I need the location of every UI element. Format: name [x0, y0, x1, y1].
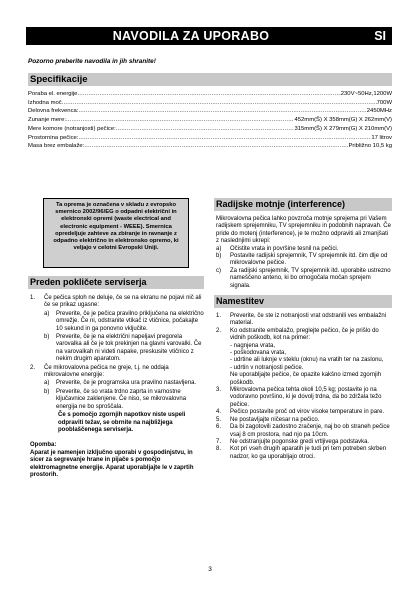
install-section-body: 1. Preverite, če ste iz notranjosti vrat odstranili ves embalažni material. 2. Ko odstranite embalažo, preglejte pečico, če je prišlo do vidnih poškodb, kot na primer: - nagnjena vrata, - poškodovana vrata, - udrtine ali luknje v steklu (oknu) na vratih ter na zaslonu, - udrtin v notranjosti pečice. Ne uporabljajte pečice, če opazite kakšno izmed zgornjih poškodb. 3. Mikrovalovna pečica tehta okoli 10,5 kg; postavite jo na vodoravno površino, ki je dovolj trdna, da bo zdržala težo pečice. 4. Pečico postavite proč od virov visoke temperature in pare. 5. Ne postavljajte ničesar na pečico. 6. Da bi zagotovili zadostno zračenje, naj bo ob straneh pečice vsaj 8 cm prostora, nad njo pa 10cm. 7. Ne odstranjujte pogonske gredi vrtljivega podstavka. 8. Kot pri vseh drugih aparatih je tudi pri tem potreben skrben nadzor, ko ga uporabljajo otroci.	[216, 313, 390, 460]
language-code: SI	[374, 29, 386, 43]
page-title: NAVODILA ZA UPORABO	[112, 29, 270, 43]
spec-row: Delovna frekvenca: ..... 2450MHz	[28, 107, 392, 116]
radio-heading: Radijske motnje (interference)	[214, 198, 392, 211]
service-section-body: 1. Če pečica sploh ne deluje, če se na ekranu ne pojavi nič ali če se prikaz ugasne: a) Preverite, če je pečica pravilno priključena na električno omrežje. Če ni, odstranite vtikač iz vtičnice, počakajte 10 sekund in ga ponovno vključite. b) Preverite, če je na električni napeljavi pregorela varovalka ali če je tok prekinjen na glavni varovalki. Če na varovalkah ni videti napake, preskusite vtičnico z nekim drugim aparatom. 2. Če mikrovalovna pečica ne greje, t.j. ne oddaja mikrovalovne energije: a) Preverite, če je programska ura pravilno nastavljena. b) Preverite, če so vrata trdno zaprta in varnostne ključavnice zaklenjene. Če niso, se mikrovalovna energija ne bo sproščala. Če s pomočjo zgornjih napotkov niste uspeli odpraviti težav, se obrnite na najbližjega pooblaščenega serviserja. Opomba: Aparat je namenjen izključno uporabi v gospodinjstvu, in sicer za segrevanje hrane in pijače s pomočjo elektromagnetne energije. Aparat uporabljajte le v zaprtih prostorih.	[30, 295, 204, 478]
specs-heading: Specifikacije	[28, 73, 392, 86]
specs-list	[28, 90, 392, 151]
spec-row: Prostornina pečice: ..... 17 litrov	[28, 134, 392, 143]
page-number: 3	[208, 566, 212, 573]
spec-row: Poraba el. energije ..... 230V~50Hz,1200W	[28, 90, 392, 99]
spec-row: Izhodna moč ..... 700W	[28, 99, 392, 108]
spec-row: Mere komore (notranjosti) pečice: ..... 315mm(Š) X 279mm(G) X 210mm(V)	[28, 125, 392, 134]
weee-notice-box: Ta oprema je označena v skladu z evropsko smernico 2002/96/EG o odpadni električni in elektronski opremi (waste electrical and electronic equipment - WEEE). Smernica opredeljuje zahteve za zbiranje in ravnanje z odpadno električno in elektronsko opremo, ki veljajo v celotni Evropski Uniji.	[43, 198, 189, 268]
spec-row: Zunanje mere: ..... 452mm(Š) X 358mm(G) X 262mm(V)	[28, 116, 392, 125]
install-heading: Namestitev	[214, 295, 392, 308]
spec-row: Masa brez embalaže: ..... Približno 10,5 kg	[28, 142, 392, 151]
radio-section-body: Mikrovalovna pečica lahko povzroča motnje sprejema pri Vašem radijskem sprejemniku, TV sprejemniku in podobnih napravah. Če pride do motenj (interference), je te možno odpraviti ali zmanjšati z naslednjimi ukrepi: a) Očistite vrata in površine tesnil na pečici. b) Postavite radijski sprejemnik, TV sprejemnik itd. čim dlje od mikrovalovne pečice. c) Za radijski sprejemnik, TV sprejemnik itd. uporabite ustrezno nameščeno anteno, ki bo omogočala močan sprejem signala.	[216, 216, 391, 289]
intro-note: Pozorno preberite navodila in jih shranite!	[28, 58, 156, 65]
service-heading: Preden pokličete serviserja	[28, 276, 204, 289]
title-bar	[26, 27, 392, 45]
